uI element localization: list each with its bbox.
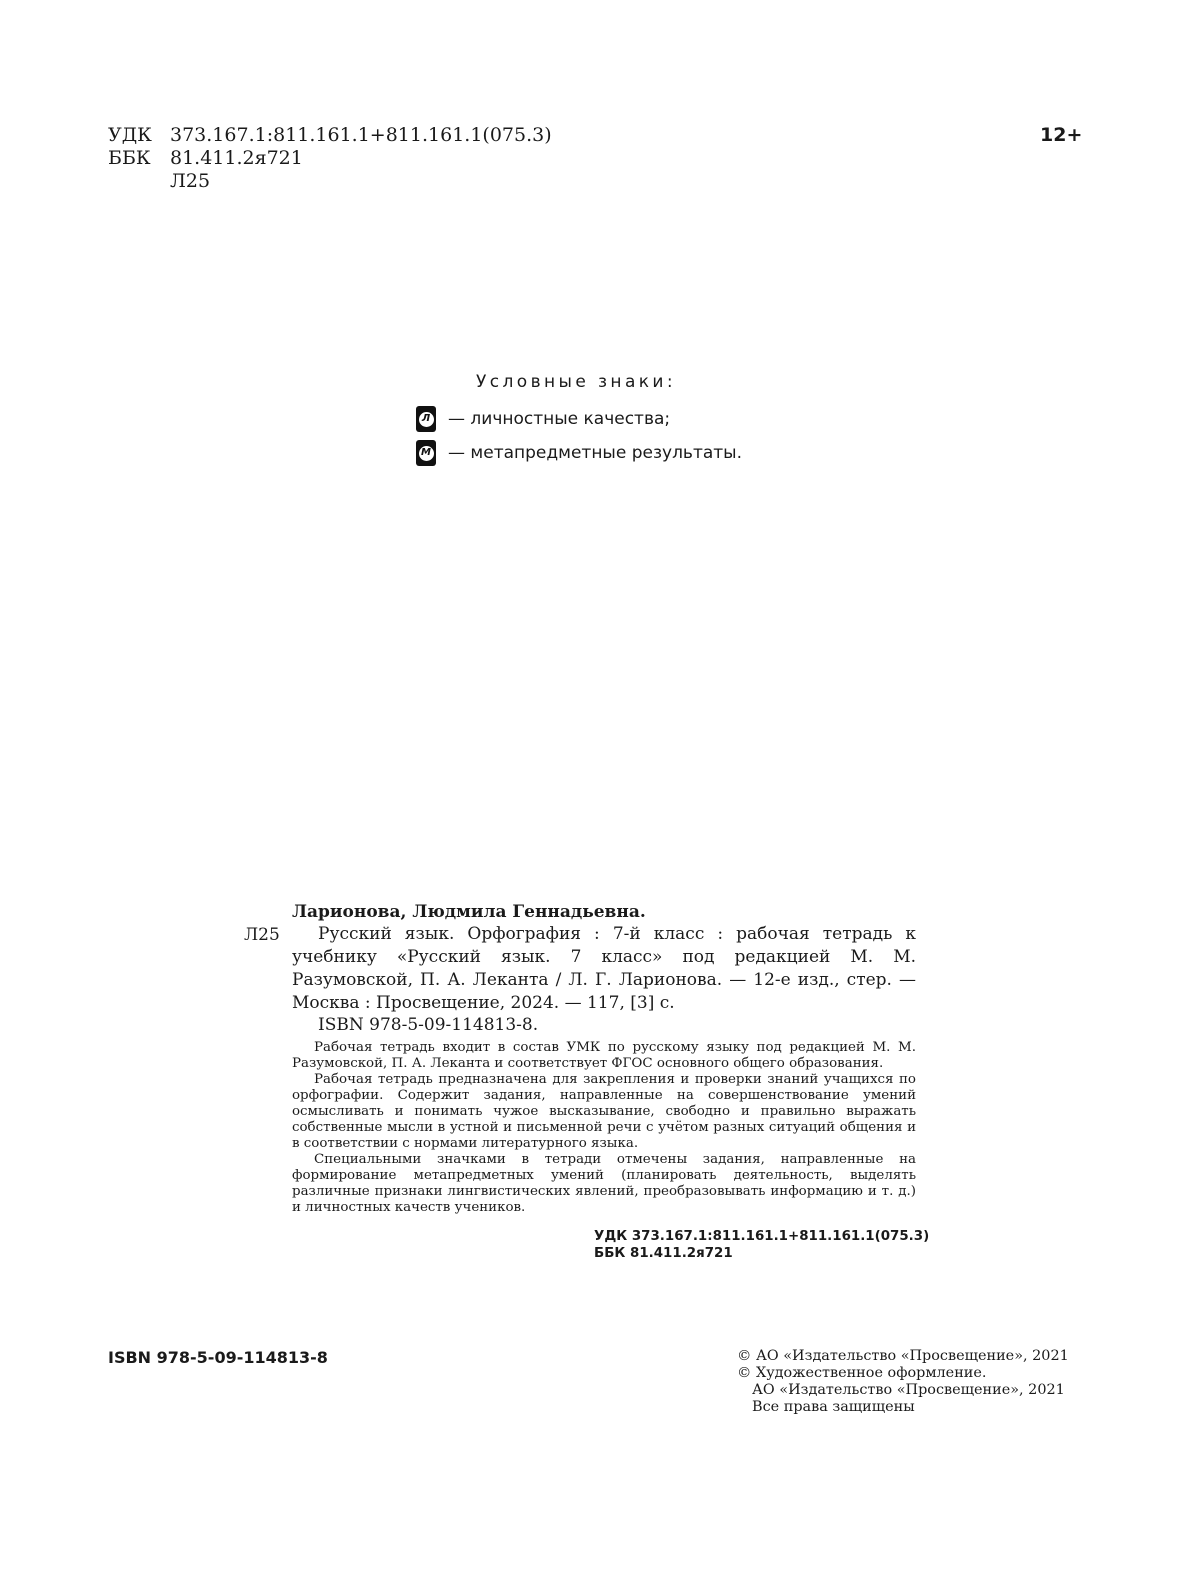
age-rating-badge: 12+	[1040, 124, 1083, 146]
record-class-codes	[594, 1228, 929, 1262]
record-bbk: ББК 81.411.2я721	[594, 1246, 733, 1261]
legend-text-personal: — личностные качества;	[448, 409, 671, 429]
udk-row	[108, 124, 668, 147]
metasubject-results-icon	[416, 440, 436, 466]
record-udk: УДК 373.167.1:811.161.1+811.161.1(075.3)	[594, 1229, 930, 1244]
footer-isbn: ISBN 978-5-09-114813-8	[108, 1348, 328, 1367]
copyright-line: Все права защищены	[752, 1399, 915, 1415]
record-isbn: ISBN 978-5-09-114813-8.	[318, 1015, 539, 1035]
legend-text-metasubject: — метапредметные результаты.	[448, 443, 742, 463]
record-catalog-code: Л25	[244, 925, 280, 945]
metasubject-results-letter: М	[419, 446, 434, 461]
author-mark: Л25	[170, 170, 211, 192]
personal-qualities-letter: Л	[419, 412, 434, 427]
copyright-block	[737, 1348, 1069, 1416]
annotation-paragraph: Рабочая тетрадь предназначена для закрепления и проверки знаний учащихся по орфографии. Содержит задания, направленные на совершенствование умений осмысливать и понимать чужое высказывание, свободно и правильно выражать собственные мысли в устной и письменной речи с учётом разных ситуаций общения и в соответствии с нормами литературного языка.	[292, 1072, 916, 1151]
personal-qualities-icon	[416, 406, 436, 432]
record-author: Ларионова, Людмила Геннадьевна.	[292, 902, 646, 922]
classification-block	[108, 124, 668, 196]
bbk-row	[108, 147, 668, 170]
record-description: Русский язык. Орфография : 7-й класс : рабочая тетрадь к учебнику «Русский язык. 7 класс» под редакцией М. М. Разумовской, П. А. Леканта / Л. Г. Ларионова. — 12-е изд., стер. — Москва : Просвещение, 2024. — 117, [3] с.	[292, 924, 916, 1013]
annotation-paragraph: Специальными значками в тетради отмечены задания, направленные на формирование метапредметных умений (планировать деятельность, выделять различные признаки лингвистических явлений, преобразовывать информацию и т. д.) и личностных качеств учеников.	[292, 1152, 916, 1215]
record-annotation	[292, 1040, 916, 1216]
author-mark-row	[108, 170, 668, 193]
legend-item-metasubject	[416, 440, 742, 466]
legend-title: Условные знаки:	[476, 372, 677, 392]
bbk-label: ББК	[108, 147, 151, 169]
copyright-line: © Художественное оформление.	[737, 1365, 987, 1381]
copyright-line: © АО «Издательство «Просвещение», 2021	[737, 1348, 1069, 1364]
udk-label: УДК	[108, 124, 152, 146]
udk-value: 373.167.1:811.161.1+811.161.1(075.3)	[170, 124, 552, 146]
annotation-paragraph: Рабочая тетрадь входит в состав УМК по русскому языку под редакцией М. М. Разумовской, П. А. Леканта и соответствует ФГОС основного общего образования.	[292, 1040, 916, 1071]
legend-item-personal	[416, 406, 670, 432]
copyright-line: АО «Издательство «Просвещение», 2021	[752, 1382, 1065, 1398]
bbk-value: 81.411.2я721	[170, 147, 303, 169]
